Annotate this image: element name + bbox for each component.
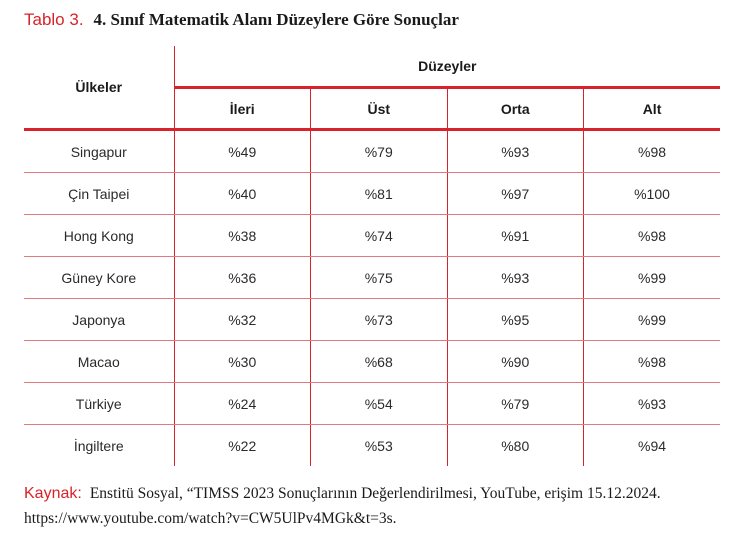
value-cell: %93 [447,257,584,299]
country-cell: Güney Kore [24,257,174,299]
value-cell: %22 [174,425,311,467]
value-cell: %94 [638,437,667,454]
level-header-low: Alt [584,88,721,130]
value-cell: %79 [311,130,448,173]
table-row [24,130,720,173]
results-table [24,46,720,466]
value-cell: %53 [311,425,448,467]
value-cell: %68 [311,341,448,383]
value-cell: %79 [447,383,584,425]
source-text: Enstitü Sosyal, “TIMSS 2023 Sonuçlarının Değerlendirilmesi, YouTube, erişim 15.12.2024. https://www.youtube.com/watch?v=CW5UlPv4MGk&t=3s. [24,485,661,527]
value-cell: %99 [584,257,721,299]
value-cell: %93 [584,383,721,425]
value-cell: %73 [311,299,448,341]
value-cell: %40 [174,173,311,215]
value-cell: %81 [311,173,448,215]
table-row [24,257,720,299]
country-cell: İngiltere [24,425,174,467]
value-cell: %30 [174,341,311,383]
table-body [24,130,720,467]
value-cell: %93 [447,130,584,173]
table-number: Tablo 3. [24,10,84,29]
value-cell: %98 [584,215,721,257]
value-cell: %54 [311,383,448,425]
country-cell: Türkiye [24,383,174,425]
source-note [24,481,724,531]
value-cell: %98 [584,130,721,173]
value-cell: %99 [584,299,721,341]
country-cell: Singapur [24,130,174,173]
value-cell: %90 [447,341,584,383]
value-cell: %91 [447,215,584,257]
table-row [24,173,720,215]
country-cell: Çin Taipei [24,173,174,215]
country-cell: Hong Kong [24,215,174,257]
table-caption [24,10,459,34]
table-row [24,299,720,341]
countries-column-header: Ülkeler [24,46,174,130]
table-row [24,341,720,383]
level-header-high: Üst [311,88,448,130]
value-cell: %80 [447,425,584,467]
value-cell: %100 [584,173,721,215]
source-label: Kaynak: [24,485,82,502]
value-cell: %49 [174,130,311,173]
value-cell: %98 [584,341,721,383]
level-header-intermediate: Orta [447,88,584,130]
table-header [24,46,720,130]
value-cell: %36 [174,257,311,299]
value-cell: %24 [174,383,311,425]
level-header-advanced: İleri [174,88,311,130]
table-row [24,215,720,257]
value-cell: %74 [311,215,448,257]
value-cell: %95 [447,299,584,341]
value-cell: %38 [174,215,311,257]
table-row [24,383,720,425]
table-row [24,425,720,467]
value-cell: %97 [447,173,584,215]
country-cell: Macao [24,341,174,383]
value-cell: %32 [174,299,311,341]
value-cell: %75 [311,257,448,299]
levels-group-header: Düzeyler [174,46,720,88]
country-cell: Japonya [24,299,174,341]
table-title: 4. Sınıf Matematik Alanı Düzeylere Göre Sonuçlar [93,10,459,29]
